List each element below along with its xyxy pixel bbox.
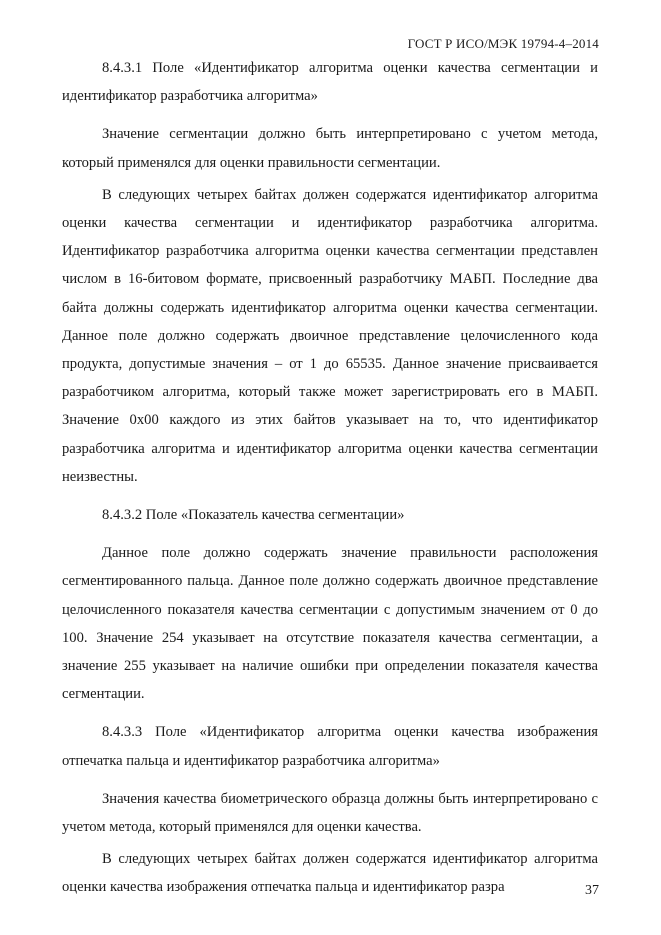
section-heading-8-4-3-2: 8.4.3.2 Поле «Показатель качества сегментации» (102, 507, 405, 524)
standard-header: ГОСТ Р ИСО/МЭК 19794-4–2014 (407, 36, 599, 51)
paragraph: Значение сегментации должно быть интерпретировано с учетом метода, который применялся для оценки правильности сегментации. (62, 126, 598, 171)
paragraph: В следующих четырех байтах должен содержатся идентификатор алгоритма оценки качества сегментации и идентификатор разработчика алгоритма. Идентификатор разработчика алгоритма оценки качества сегментации представлен числом в 16-битовом формате, присвоенный разработчику МАБП. Последние два байта должны содержать идентификатор алгоритма оценки качества сегментации. Данное поле должно содержать двоичное представление целочисленного кода продукта, допустимые значения – от 1 до 65535. Данное значение присваивается разработчиком алгоритма, который также может зарегистрировать его в МАБП. Значение 0х00 каждого из этих байтов указывает на то, что идентификатор разработчика алгоритма и идентификатор алгоритма оценки качества сегментации неизвестны. (62, 186, 598, 485)
paragraph: Значения качества биометрического образца должны быть интерпретировано с учетом метода, который применялся для оценки качества. (62, 790, 598, 836)
section-heading-8-4-3-3: 8.4.3.3 Поле «Идентификатор алгоритма оценки качества изображения отпечатка пальца и идентификатор разработчика алгоритма» (62, 724, 598, 769)
section-heading-8-4-3-1: 8.4.3.1 Поле «Идентификатор алгоритма оценки качества сегментации и идентификатор разработчика алгоритма» (62, 60, 598, 105)
paragraph: В следующих четырех байтах должен содержатся идентификатор алгоритма оценки качества изображения отпечатка пальца и идентификатор разра (62, 851, 598, 896)
page-number: 37 (585, 883, 599, 898)
paragraph: Данное поле должно содержать значение правильности расположения сегментированного пальца. Данное поле должно содержать двоичное представление целочисленного показателя качества сегментации с допустимым значением от 0 до 100. Значение 254 указывает на отсутствие показателя качества сегментации, а значение 255 указывает на наличие ошибки при определении показателя качества сегментации. (62, 545, 598, 703)
page-body (62, 54, 598, 902)
